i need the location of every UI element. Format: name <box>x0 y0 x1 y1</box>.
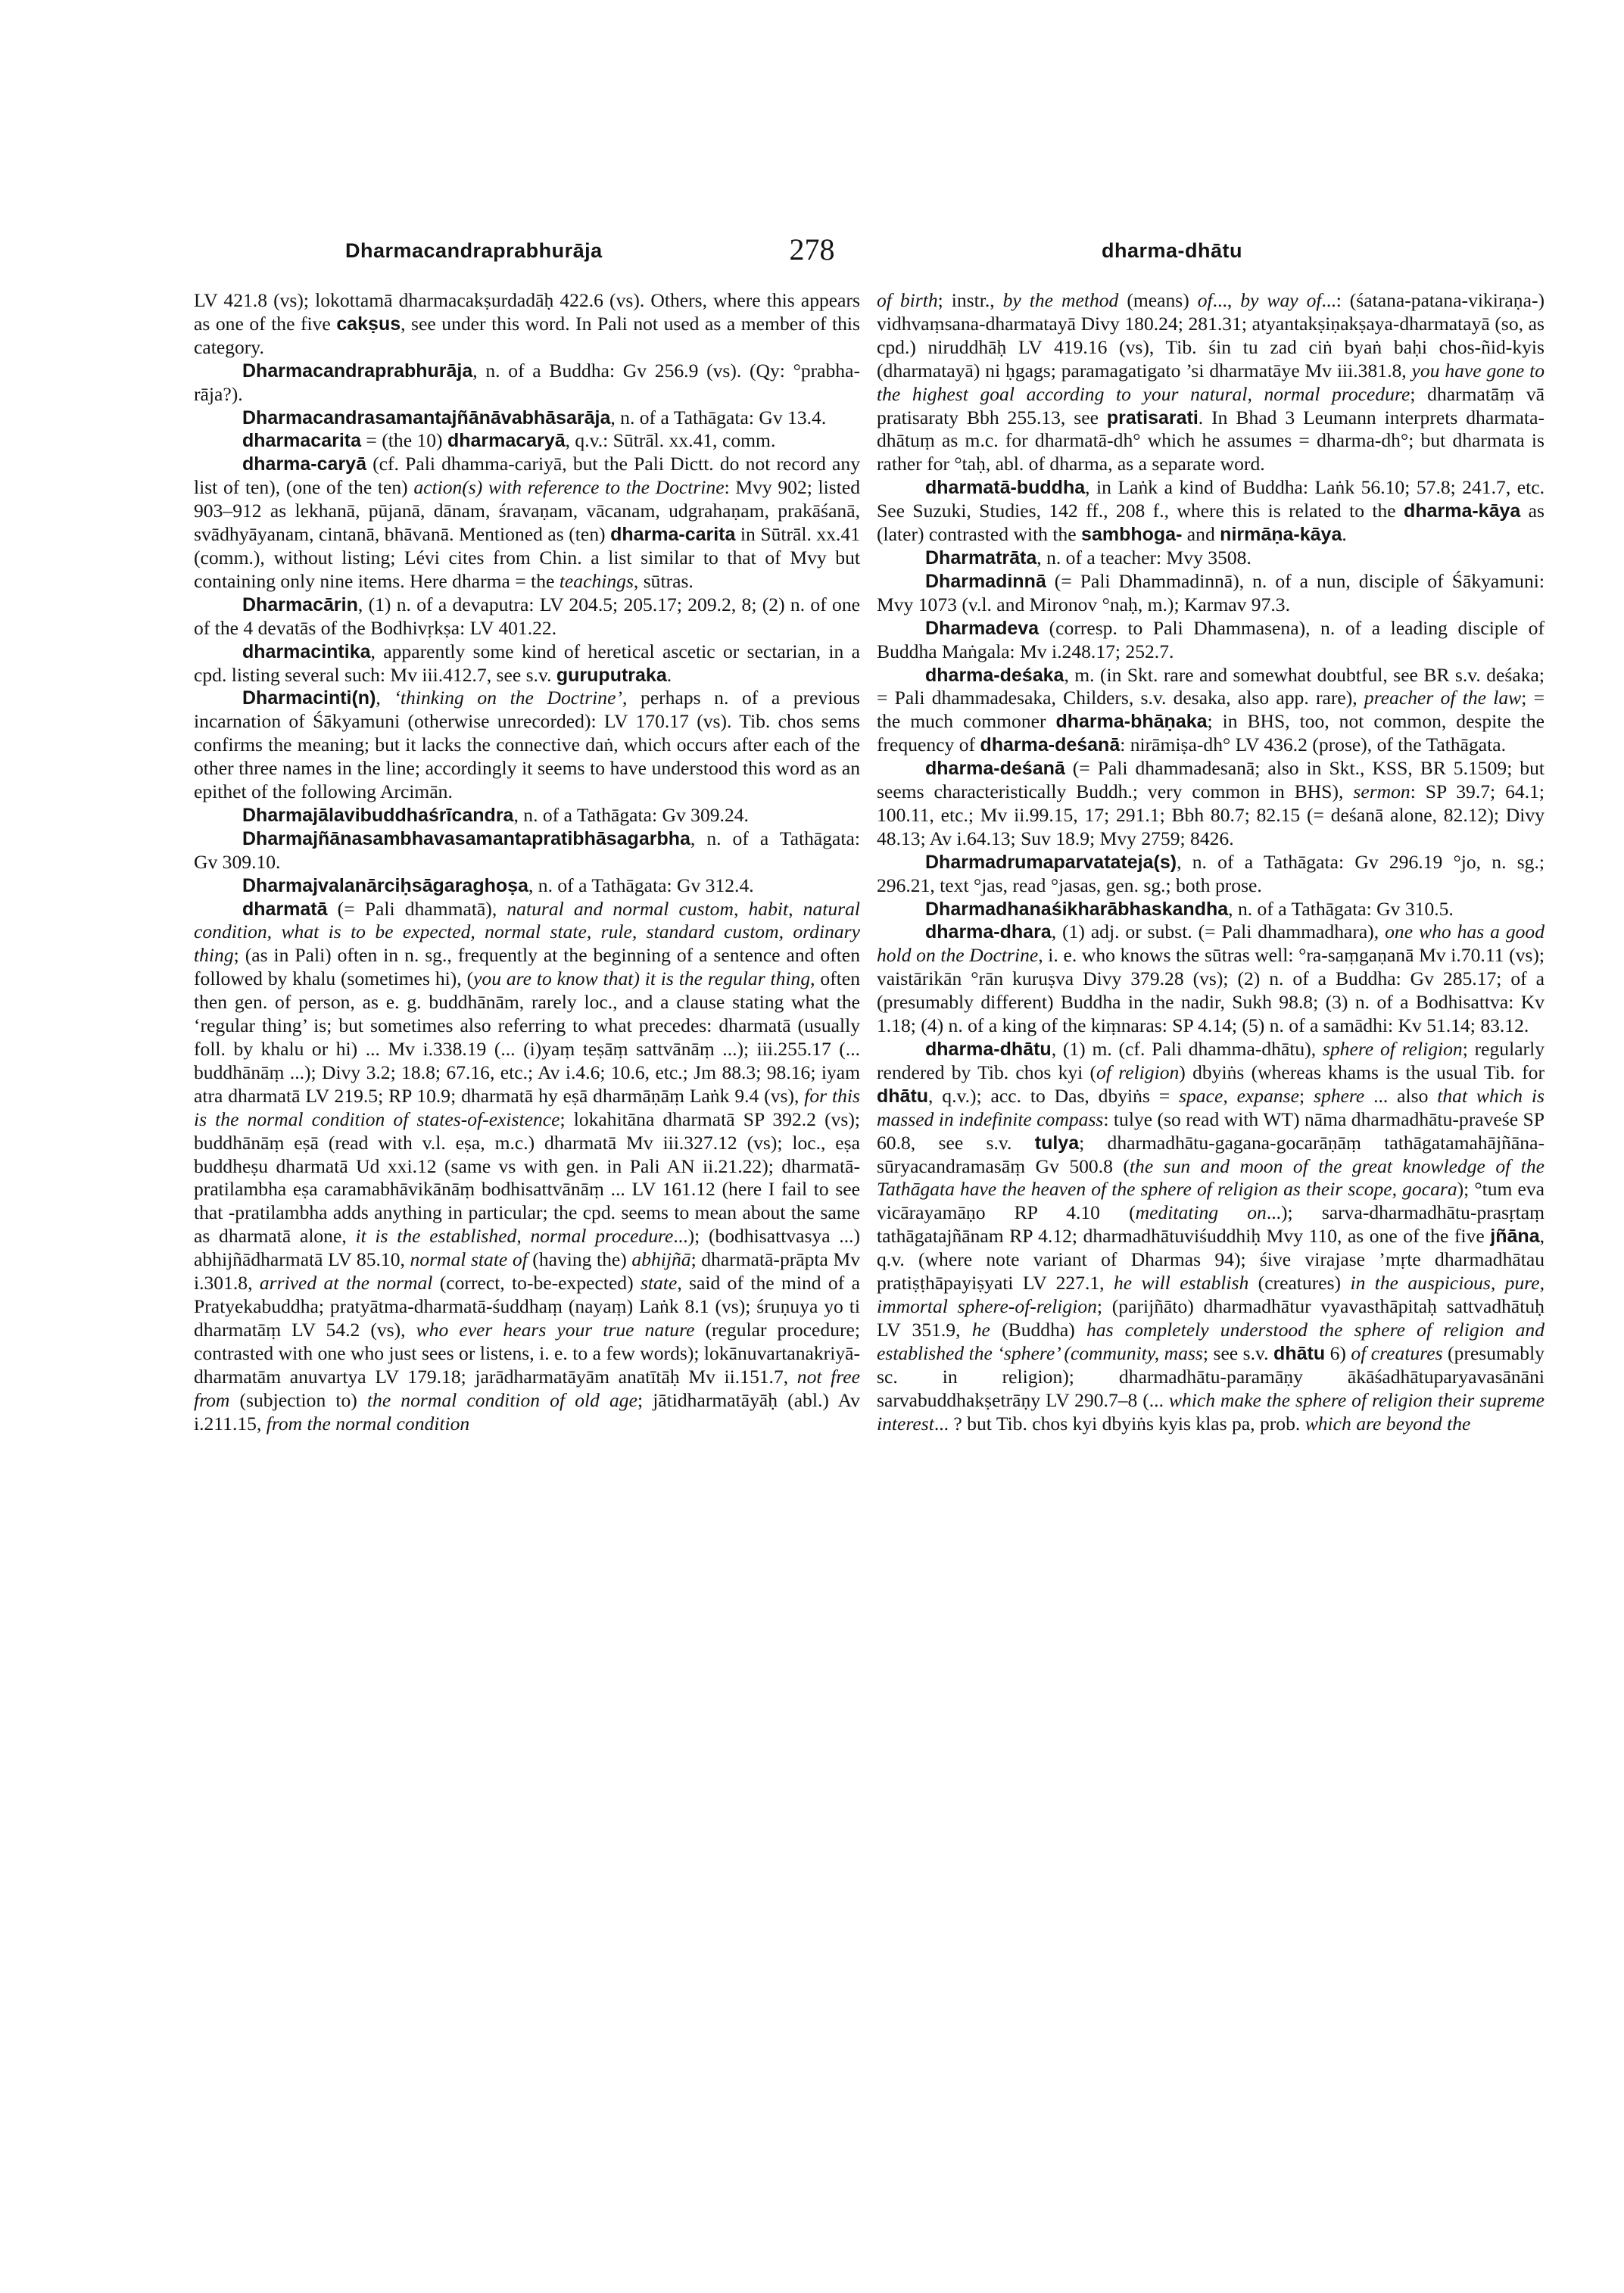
header-first-headword: Dharmacandraprabhurāja <box>345 239 603 262</box>
entry-text: , apparently some kind of heretical ascetic or sectarian, in a cpd. listing several such: Mv iii.412.7, see s.v. <box>194 640 860 686</box>
cross-reference: dharma-kāya <box>1404 500 1521 522</box>
gloss-italic: he will establish <box>1113 1272 1249 1294</box>
entry-headword: dharmatā-buddha <box>925 477 1086 499</box>
entry-text: ; <box>1299 1084 1314 1107</box>
dictionary-entry <box>194 453 860 593</box>
entry-text: , sūtras. <box>633 569 694 592</box>
entry-text: ; dharmadhātu-gagana-gocarāṇāṃ tathāgatamahājñāna-sūryacandramasāṃ Gv 500.8 ( <box>877 1131 1545 1177</box>
entry-text: , often then gen. of person, as e. g. buddhānām, rarely loc., and a clause stating what the ‘regular thing’ is; but sometimes also referring to what precedes: dharmatā (usually foll. by khalu or hi) ... Mv i.338.19 (... (i)yaṃ teṣāṃ sattvānāṃ ...); iii.255.17 (... buddhānāṃ ...); Divy 3.2; 18.8; 67.16, etc.; Av i.4.6; 10.6, etc.; Jm 88.3; 98.16; iyam atra dharmatā LV 219.5; RP 10.9; dharmatā hy eṣā dharmāṇāṃ Laṅk 9.4 (vs), <box>194 967 860 1107</box>
gloss-italic: preacher of the law <box>1364 687 1522 709</box>
entry-headword: Dharmajñānasambhavasamantapratibhāsagarbha <box>242 827 690 849</box>
entry-text: , perhaps n. of a previous incarnation of Śākyamuni (otherwise unrecorded): LV 170.17 (vs). Tib. chos sems confirms the meaning; but it lacks the connective daṅ, which occurs after each of the other three names in the line; accordingly it seems to have understood this word as an epithet of the following Arcimān. <box>194 687 860 803</box>
gloss-italic: state <box>640 1272 678 1294</box>
entry-text: , i. e. who knows the sūtras well: °ra-saṃgaṇanā Mv i.70.11 (vs); vaistārikān °rān kuruṣva Divy 379.28 (vs); (2) n. of a Buddha: Gv 285.17; of a (presumably different) Buddha in the nadir, Sukh 98.8; (3) n. of a Bodhisattva: Kv 1.18; (4) n. of a king of the kiṃnaras: SP 4.14; (5) n. of a samādhi: Kv 51.14; 83.12. <box>877 944 1545 1037</box>
dictionary-entry <box>877 757 1545 851</box>
entry-headword: Dharmajvalanārciḥsāgaraghoṣa <box>242 874 528 896</box>
entry-text: (presumably sc. in religion); dharmadhātu-paramāṇy ākāśadhātuparyavasānāni sarvabuddhakṣetrāṇy LV 290.7–8 (... <box>877 1341 1545 1411</box>
entry-text: , q.v. (where note variant of Dharmas 94); śive virajase ’mṛte dharmadhātau pratiṣṭhāpayiṣyati LV 227.1, <box>877 1225 1545 1294</box>
gloss-italic: space, expanse <box>1179 1084 1300 1107</box>
entry-text: , n. of a Tathāgata: Gv 312.4. <box>528 874 754 896</box>
entry-text: ... also <box>1364 1084 1438 1107</box>
cross-reference: cakṣus <box>336 313 401 335</box>
entry-headword: Dharmajālavibuddhaśrīcandra <box>242 804 514 826</box>
entry-text: (creatures) <box>1248 1272 1351 1294</box>
gloss-italic: for this is the normal condition of states-of-existence <box>194 1084 860 1130</box>
entry-text: (means) <box>1118 289 1198 311</box>
entry-text: , (1) m. (cf. Pali dhamma-dhātu), <box>1051 1038 1323 1060</box>
entry-text: : nirāmiṣa-dh° LV 436.2 (prose), of the Tathāgata. <box>1120 734 1507 756</box>
entry-text: . In Bhad 3 Leumann interprets dharmata-dhātuṃ as m.c. for dharmatā-dh° which he assumes = dharma-dh°; but dharmata is rather for °taḥ, abl. of dharma, as a separate word. <box>877 406 1545 475</box>
entry-text: , (1) adj. or subst. (= Pali dhammadhara), <box>1051 921 1386 943</box>
gloss-italic: sermon <box>1353 780 1410 803</box>
entry-text: (corresp. to Pali Dhammasena), n. of a leading disciple of Buddha Maṅgala: Mv i.248.17; 252.7. <box>877 616 1545 662</box>
entry-headword: dharma-deśaka <box>925 664 1064 686</box>
gloss-italic: he <box>971 1318 990 1341</box>
entry-text: (subjection to) <box>229 1388 367 1411</box>
entry-headword: dharma-deśanā <box>925 758 1065 780</box>
gloss-italic: one who has a good hold on the Doctrine <box>877 921 1545 967</box>
entry-text: : SP 39.7; 64.1; 100.11, etc.; Mv ii.99.15, 17; 291.1; Bbh 80.7; 82.15 (= deśanā alone, 82.12); Divy 48.13; Av i.64.13; Suv 18.9; Mvy 2759; 8426. <box>877 780 1545 849</box>
entry-headword: Dharmacārin <box>242 594 358 615</box>
entry-headword: Dharmadinnā <box>925 570 1046 592</box>
entry-headword: dharma-dhara <box>925 921 1052 943</box>
dictionary-entry <box>194 827 860 874</box>
entry-text: ); °tum eva vicārayamāṇo RP 4.10 ( <box>877 1178 1545 1224</box>
cross-reference: dharma-bhāṇaka <box>1055 711 1208 733</box>
cross-reference: dhātu <box>1273 1342 1326 1364</box>
gloss-italic: in the auspicious, pure, immortal sphere-of-religion <box>877 1272 1545 1317</box>
gloss-italic: you have gone to the highest goal according to your natural, normal procedure <box>877 359 1545 405</box>
gloss-italic: which are beyond the <box>1304 1412 1471 1435</box>
gloss-italic: who ever hears your true nature <box>416 1318 695 1341</box>
dictionary-entry <box>877 664 1545 758</box>
cross-reference: tulya <box>1034 1132 1080 1154</box>
entry-headword: Dharmacinti(n) <box>242 687 376 709</box>
dictionary-entry <box>194 640 860 687</box>
entry-text: ; dharmatā-prāpta Mv i.301.8, <box>194 1248 860 1294</box>
entry-headword: Dharmatrāta <box>925 547 1037 569</box>
entry-headword: Dharmacandrasamantajñānāvabhāsarāja <box>242 407 611 428</box>
entry-text: , n. of a Tathāgata: Gv 296.19 °jo, n. sg.; 296.21, text °jas, read °jasas, gen. sg.; both prose. <box>877 850 1545 896</box>
entry-text: ... ? but Tib. chos kyi dbyiṅs kyis klas pa, prob. <box>934 1412 1305 1435</box>
gloss-italic: of creatures <box>1351 1341 1443 1364</box>
cross-reference: dhātu <box>877 1085 929 1107</box>
entry-headword: dharma-caryā <box>242 453 366 475</box>
gloss-italic: teachings <box>559 569 634 592</box>
entry-text: = (the 10) <box>361 429 447 452</box>
dictionary-entry <box>194 360 860 407</box>
left-column <box>194 289 860 2257</box>
entry-text: ..., <box>1212 289 1241 311</box>
entry-headword: Dharmadrumaparvatateja(s) <box>925 851 1177 873</box>
entry-text: 6) <box>1325 1341 1351 1364</box>
dictionary-entry <box>877 289 1545 476</box>
cross-reference: dharmacaryā <box>447 430 566 452</box>
entry-headword: Dharmacandraprabhurāja <box>242 360 473 382</box>
entry-text: , n. of a Tathāgata: Gv 310.5. <box>1228 897 1454 920</box>
entry-text: , (1) n. of a devaputra: LV 204.5; 205.17; 209.2, 8; (2) n. of one of the 4 devatās of the Bodhivṛkṣa: LV 401.22. <box>194 593 860 639</box>
entry-text: , <box>376 687 394 709</box>
gloss-italic: natural and normal custom, habit, natural condition, what is to be expected, normal state, rule, standard custom, ordinary thing <box>194 897 860 967</box>
dictionary-entry <box>194 687 860 804</box>
gloss-italic: not free from <box>194 1365 860 1411</box>
entry-text: ...: (śatana-patana-vikiraṇa-) vidhvaṃsana-dharmatayā Divy 180.24; 281.31; atyantakṣiṇakṣaya-dharmatayā (so, as cpd.) niruddhāḥ LV 419.16 (vs), Tib. śin tu zad ciṅ byaṅ baḥi chos-ñid-kyis (dharmatayā) ni ḥgags; paramagatigato ’si dharmatāye Mv iii.381.8, <box>877 289 1545 382</box>
entry-text: ...); (bodhisattvasya ...) abhijñādharmatā LV 85.10, <box>194 1225 860 1271</box>
entry-text: , see under this word. In Pali not used as a member of this category. <box>194 312 860 358</box>
entry-text: ; dharmatāṃ vā pratisaraty Bbh 255.13, see <box>877 382 1545 428</box>
dictionary-entry <box>877 851 1545 898</box>
gloss-italic: of <box>1197 289 1213 311</box>
entry-text: , q.v.: Sūtrāl. xx.41, comm. <box>565 429 776 452</box>
dictionary-entry <box>877 547 1545 570</box>
dictionary-entry <box>194 594 860 640</box>
entry-text: , n. of a Tathāgata: Gv 309.10. <box>194 827 860 873</box>
gloss-italic: it is the established, normal procedure <box>355 1225 674 1248</box>
entry-text: and <box>1182 523 1220 546</box>
dictionary-entry <box>194 898 860 1436</box>
gloss-italic: of religion <box>1096 1061 1180 1083</box>
right-column <box>877 289 1545 2257</box>
entry-text: (= Pali dhammadesanā; also in Skt., KSS, BR 5.1509; but seems characteristically Buddh.; very common in BHS), <box>877 757 1545 803</box>
dictionary-entry <box>877 921 1545 1038</box>
dictionary-entry <box>194 289 860 360</box>
entry-text: ; jātidharmatāyāḥ (abl.) Av i.211.15, <box>194 1388 860 1435</box>
entry-headword: dharmacintika <box>242 640 371 662</box>
dictionary-entry <box>194 407 860 430</box>
entry-text: ; (parijñāto) dharmadhātur vyavasthāpitaḥ sattvadhātuḥ LV 351.9, <box>877 1294 1545 1341</box>
entry-text: ; see s.v. <box>1202 1341 1274 1364</box>
gloss-italic: sphere of religion <box>1322 1038 1463 1060</box>
entry-text: (correct, to-be-expected) <box>432 1272 641 1294</box>
entry-text: , n. of a Tathāgata: Gv 13.4. <box>610 406 827 428</box>
entry-text: in Sūtrāl. xx.41 (comm.), without listing; Lévi cites from Chin. a list similar to that of Mvy but containing only nine items. Here dharma = the <box>194 523 860 592</box>
gloss-italic: action(s) with reference to the Doctrine <box>413 476 725 499</box>
dictionary-entry <box>877 898 1545 921</box>
cross-reference: dharma-carita <box>610 524 736 546</box>
gloss-italic: ‘thinking on the Doctrine’ <box>394 687 622 709</box>
entry-text: ; = the much commoner <box>877 687 1545 733</box>
entry-text: : Mvy 902; listed 903–912 as lekhanā, pūjanā, dānam, śravaṇam, vācanam, udgrahaṇam, prakāśanā, svādhyāyanam, cintanā, bhāvanā. Mentioned as (ten) <box>194 476 860 546</box>
gloss-italic: by the method <box>1002 289 1119 311</box>
entry-text: ; (as in Pali) often in n. sg., frequently at the beginning of a sentence and often followed by khalu (sometimes hi), ( <box>194 944 860 990</box>
entry-text: ; in BHS, too, not common, despite the frequency of <box>877 710 1545 756</box>
entry-headword: Dharmadeva <box>925 617 1040 639</box>
cross-reference: sambhoga- <box>1081 524 1183 546</box>
dictionary-entry <box>877 1038 1545 1435</box>
entry-text: . <box>1342 523 1347 546</box>
entry-text: , m. (in Skt. rare and somewhat doubtful, see BR s.v. deśaka; = Pali dhammadesaka, Childers, s.v. desaka, also app. rare), <box>877 663 1545 709</box>
entry-text: . <box>666 663 672 686</box>
entry-text: : tulye (so read with WT) nāma dharmadhātu-praveśe SP 60.8, see s.v. <box>877 1108 1545 1154</box>
entry-text: (cf. Pali dhamma-cariyā, but the Pali Dictt. do not record any list of ten), (one of the ten) <box>194 453 860 499</box>
entry-headword: dharmatā <box>242 898 328 920</box>
gloss-italic: that which is massed in indefinite compass <box>877 1084 1545 1130</box>
gloss-italic: sphere <box>1313 1084 1365 1107</box>
cross-reference: nirmāṇa-kāya <box>1220 524 1342 546</box>
entry-headword: dharma-dhātu <box>925 1039 1052 1060</box>
entry-text: (= Pali Dhammadinnā), n. of a nun, disciple of Śākyamuni: Mvy 1073 (v.l. and Mironov °naḥ, m.); Karmav 97.3. <box>877 569 1545 615</box>
dictionary-entry <box>877 476 1545 547</box>
entry-headword: Dharmadhanaśikharābhaskandha <box>925 898 1229 920</box>
entry-text: ) dbyiṅs (whereas khams is the usual Tib. for <box>1179 1061 1545 1083</box>
dictionary-entry <box>877 617 1545 664</box>
gloss-italic: of birth <box>877 289 938 311</box>
cross-reference: jñāna <box>1490 1226 1540 1248</box>
dictionary-entry <box>194 874 860 898</box>
gloss-italic: by way of <box>1240 289 1322 311</box>
cross-reference: dharma-deśanā <box>980 734 1121 756</box>
entry-headword: dharmacarita <box>242 430 362 452</box>
entry-text: , in Laṅk a kind of Buddha: Laṅk 56.10; 57.8; 241.7, etc. See Suzuki, Studies, 142 ff., 208 f., where this is related to the <box>877 476 1545 522</box>
dictionary-entry <box>194 804 860 827</box>
running-header <box>0 232 1624 274</box>
entry-text: ; instr., <box>937 289 1003 311</box>
cross-reference: pratisarati <box>1106 407 1199 428</box>
dictionary-entry <box>194 429 860 453</box>
gloss-italic: normal state of <box>410 1248 528 1271</box>
entry-text: as (later) contrasted with the <box>877 500 1545 546</box>
gloss-italic: you are to know that) it is the regular thing <box>473 967 811 990</box>
dictionary-entry <box>877 570 1545 617</box>
entry-text: , said of the mind of a Pratyekabuddha; pratyātma-dharmatā-śuddhaṃ (nayaṃ) Laṅk 8.1 (vs); śruṇuya yo ti dharmatāṃ LV 54.2 (vs), <box>194 1272 860 1341</box>
entry-text: (Buddha) <box>990 1318 1086 1341</box>
header-last-headword: dharma-dhātu <box>1102 239 1243 262</box>
gloss-italic: has completely understood the sphere of religion and established the ‘sphere’ (community, mass <box>877 1318 1545 1364</box>
entry-text: LV 421.8 (vs); lokottamā dharmacakṣurdadāḥ 422.6 (vs). Others, where this appears as one of the five <box>194 289 860 335</box>
entry-text: , n. of a Tathāgata: Gv 309.24. <box>513 803 749 826</box>
entry-text: (having the) <box>527 1248 632 1271</box>
entry-text: ; regularly rendered by Tib. chos kyi ( <box>877 1038 1545 1083</box>
gloss-italic: the sun and moon of the great knowledge of the Tathāgata have the heaven of the sphere of religion as their scope, gocara <box>877 1154 1545 1201</box>
gloss-italic: the normal condition of old age <box>366 1388 637 1411</box>
entry-text: ...); sarva-dharmadhātu-prasṛtaṃ tathāgatajñānam RP 4.12; dharmadhātuviśuddhiḥ Mvy 110, as one of the five <box>877 1201 1545 1248</box>
entry-text: , n. of a teacher: Mvy 3508. <box>1036 546 1252 569</box>
gloss-italic: from the normal condition <box>266 1412 470 1435</box>
gloss-italic: abhijñā <box>631 1248 691 1271</box>
entry-text: (= Pali dhammatā), <box>327 897 507 920</box>
page-number: 278 <box>789 232 835 266</box>
entry-text: (regular procedure; contrasted with one who just sees or listens, i. e. to a few words); lokānuvartanakriyā-dharmatām anuvartya LV 179.18; jarādharmatāyām anatītāḥ Mv ii.151.7, <box>194 1318 860 1388</box>
gloss-italic: meditating on <box>1135 1201 1267 1224</box>
gloss-italic: which make the sphere of religion their supreme interest <box>877 1388 1545 1435</box>
entry-text: , n. of a Buddha: Gv 256.9 (vs). (Qy: °prabha-rāja?). <box>194 359 860 405</box>
entry-text: ; lokahitāna dharmatā SP 392.2 (vs); buddhānāṃ eṣā (read with v.l. eṣa, m.c.) dharmatā Mv iii.327.12 (vs); loc., eṣa buddheṣu dharmatā Ud xxi.12 (same vs with gen. in Pali AN ii.21.22); dharmatā-pratilambha eṣa caramabhāvikānāṃ bodhisattvānāṃ ... LV 161.12 (here I fail to see that -pratilambha adds anything in particular; the cpd. seems to mean about the same as dharmatā alone, <box>194 1108 860 1248</box>
cross-reference: guruputraka <box>556 664 667 686</box>
entry-text: , q.v.); acc. to Das, dbyiṅs = <box>928 1084 1180 1107</box>
gloss-italic: arrived at the normal <box>259 1272 433 1294</box>
